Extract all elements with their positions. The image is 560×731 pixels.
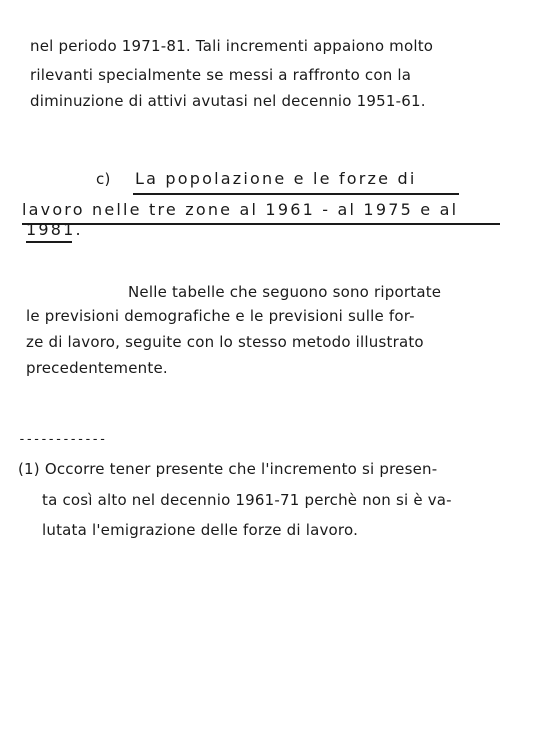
section-c-heading-line-2: lavoro nelle tre zone al 1961 - al 1975 e al [22,200,459,219]
footnote-separator: ------------ [18,432,106,447]
paragraph-1-line-2: rilevanti specialmente se messi a raffronto con la [30,66,412,84]
section-c-underline-1 [133,193,459,195]
paragraph-2-line-3: ze di lavoro, seguite con lo stesso metodo illustrato [26,333,424,351]
section-c-heading-line-1: La popolazione e le forze di [135,169,417,188]
paragraph-2-line-2: le previsioni demografiche e le previsioni sulle for- [26,307,415,325]
paragraph-2-line-4: precedentemente. [26,359,168,377]
footnote-line-2: ta così alto nel decennio 1961-71 perchè non si è va- [42,491,452,509]
section-c-underline-2 [22,223,500,225]
section-c-label: c) [96,170,111,188]
footnote-line-1: (1) Occorre tener presente che l'incremento si presen- [18,460,438,478]
section-c-underline-3 [26,241,72,243]
section-c-heading-line-3: 1981. [26,220,83,239]
paragraph-1-line-1: nel periodo 1971-81. Tali incrementi appaiono molto [30,37,434,55]
paragraph-1-line-3: diminuzione di attivi avutasi nel decennio 1951-61. [30,92,426,110]
footnote-line-3: lutata l'emigrazione delle forze di lavoro. [42,521,359,539]
paragraph-2-line-1: Nelle tabelle che seguono sono riportate [128,283,442,301]
